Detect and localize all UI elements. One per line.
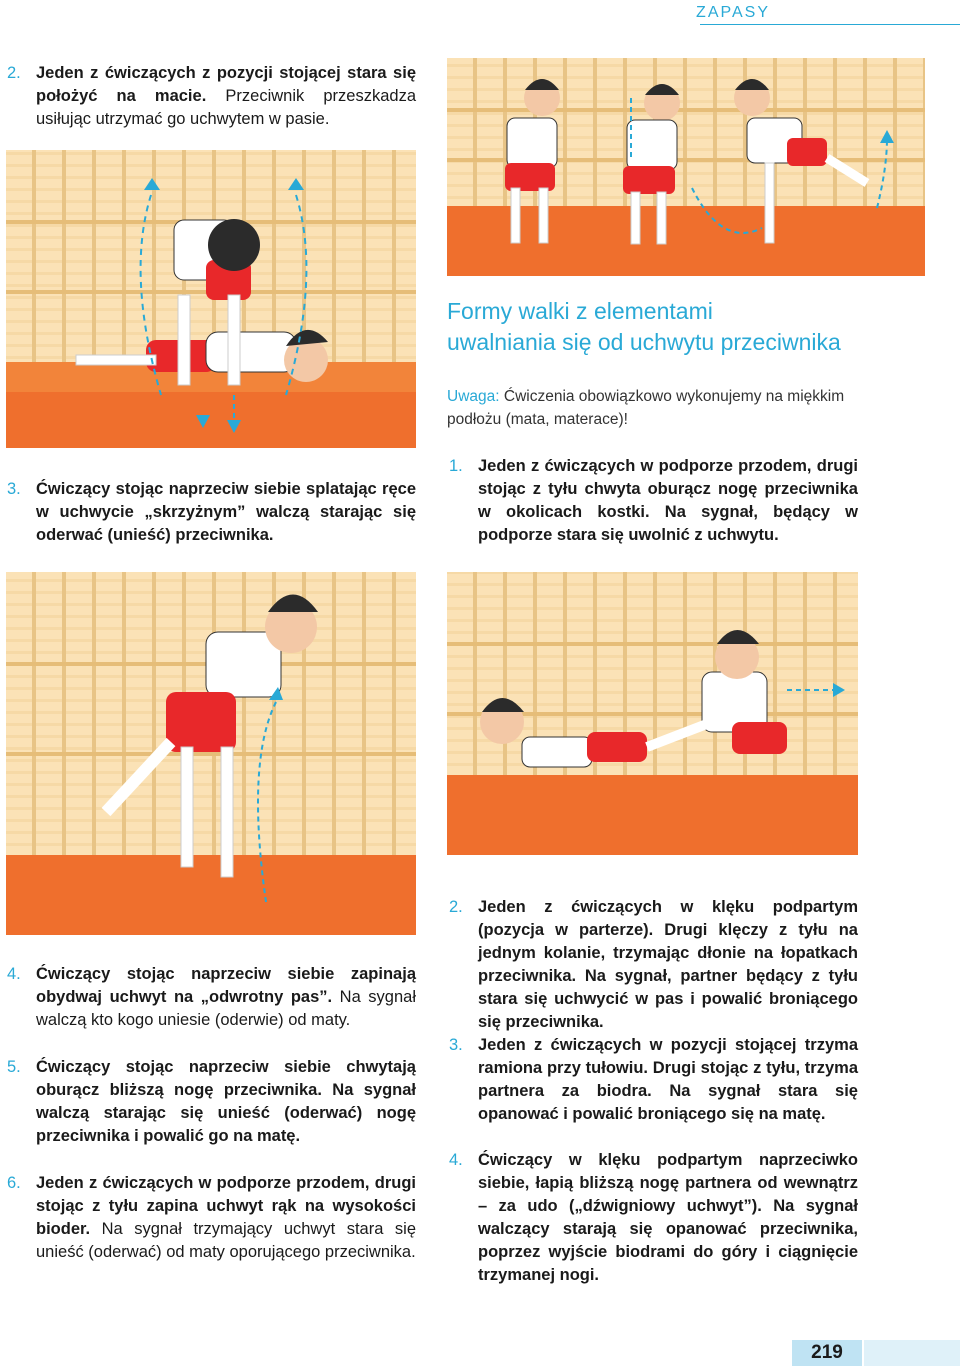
- wrestlers-sequence-figure: [447, 58, 925, 276]
- illustration-exercise-2: [6, 150, 416, 448]
- section-title-line-1: Formy walki z elementami: [447, 298, 713, 324]
- item-number: 3.: [7, 480, 21, 498]
- wrestlers-lift-figure: [6, 572, 416, 935]
- item-number: 4.: [449, 1151, 463, 1169]
- item-bold-text: Jeden z ćwiczących w pozycji stojącej trzyma ramiona przy tułowiu. Drugi stojąc z tyłu, trzyma partnera za biodra. Na sygnał stara się opanować i powalić broniącego się na matę.: [478, 1036, 858, 1123]
- left-item-3: [7, 478, 416, 547]
- item-number: 1.: [449, 457, 463, 475]
- item-bold-text: Jeden z ćwiczących w klęku podpartym (pozycja w parterze). Drugi klęczy z tyłu na jednym kolanie, trzymając dłonie na łopatkach przeciwnika. Na sygnał, partner będący z tyłu stara się uchwycić w pas i powalić broniącego się przeciwnika.: [478, 898, 858, 1031]
- section-title-line-2: uwalniania się od uchwytu przeciwnika: [447, 329, 841, 355]
- right-item-3: [449, 1034, 858, 1126]
- left-item-5: [7, 1056, 416, 1148]
- item-number: 5.: [7, 1058, 21, 1076]
- item-number: 2.: [7, 64, 21, 82]
- item-bold-text: Jeden z ćwiczących z pozycji stojącej stara się położyć na macie.: [36, 64, 416, 105]
- note-label: Uwaga:: [447, 388, 500, 405]
- left-item-4: [7, 963, 416, 1032]
- item-plain-text: Na sygnał walczą kto kogo uniesie (oderwie) od maty.: [36, 988, 416, 1029]
- section-title: [447, 296, 841, 358]
- illustration-exercise-4: [6, 572, 416, 935]
- item-bold-text: Ćwiczący w klęku podpartym naprzeciwko siebie, łapią bliższą nogę partnera od wewnątrz – za udo („dźwigniowy uchwyt”). Na sygnał walczący starają się opanować przeciwnika, poprzez wyjście biodrami do góry i ciągnięcie trzymanej nogi.: [478, 1151, 858, 1284]
- item-number: 3.: [449, 1036, 463, 1054]
- wrestlers-figure: [6, 150, 416, 448]
- wrestlers-leg-pull-figure: [447, 572, 858, 855]
- illustration-sequence: [447, 58, 925, 276]
- item-number: 4.: [7, 965, 21, 983]
- item-plain-text: Na sygnał trzymający uchwyt stara się unieść (oderwać) od maty oporującego przeciwnika.: [36, 1220, 416, 1261]
- safety-note: [447, 385, 867, 431]
- item-bold-text: Jeden z ćwiczących w podporze przodem, drugi stojąc z tyłu chwyta oburącz nogę przeciwnika w okolicach kostki. Na sygnał, będący w podporze stara się uwolnić z uchwytu.: [478, 457, 858, 544]
- item-bold-text: Ćwiczący stojąc naprzeciw siebie splatając ręce w uchwycie „skrzyżnym” walczą starając się oderwać (unieść) przeciwnika.: [36, 480, 416, 544]
- right-item-4: [449, 1149, 858, 1287]
- item-bold-text: Ćwiczący stojąc naprzeciw siebie zapinają obydwaj uchwyt na „odwrotny pas”.: [36, 965, 416, 1006]
- illustration-exercise-1: [447, 572, 858, 855]
- item-bold-text: Ćwiczący stojąc naprzeciw siebie chwytają oburącz bliższą nogę przeciwnika. Na sygnał walczą starając się unieść (oderwać) nogę przeciwnika i powalić go na matę.: [36, 1058, 416, 1145]
- section-header: ZAPASY: [696, 4, 770, 21]
- note-text: Ćwiczenia obowiązkowo wykonujemy na miękkim podłożu (mata, materace)!: [447, 388, 845, 428]
- left-item-2: [7, 62, 416, 131]
- item-number: 2.: [449, 898, 463, 916]
- left-item-6: [7, 1172, 416, 1264]
- page-number: 219: [792, 1340, 862, 1366]
- header-rule: [700, 24, 960, 25]
- right-item-2: [449, 896, 858, 1034]
- item-bold-text: Jeden z ćwiczących w podporze przodem, drugi stojąc z tyłu zapina uchwyt rąk na wysokości bioder.: [36, 1174, 416, 1238]
- item-number: 6.: [7, 1174, 21, 1192]
- item-plain-text: Przeciwnik przeszkadza usiłując utrzymać go uchwytem w pasie.: [36, 87, 416, 128]
- page-number-strip: [864, 1340, 960, 1366]
- right-item-1: [449, 455, 858, 547]
